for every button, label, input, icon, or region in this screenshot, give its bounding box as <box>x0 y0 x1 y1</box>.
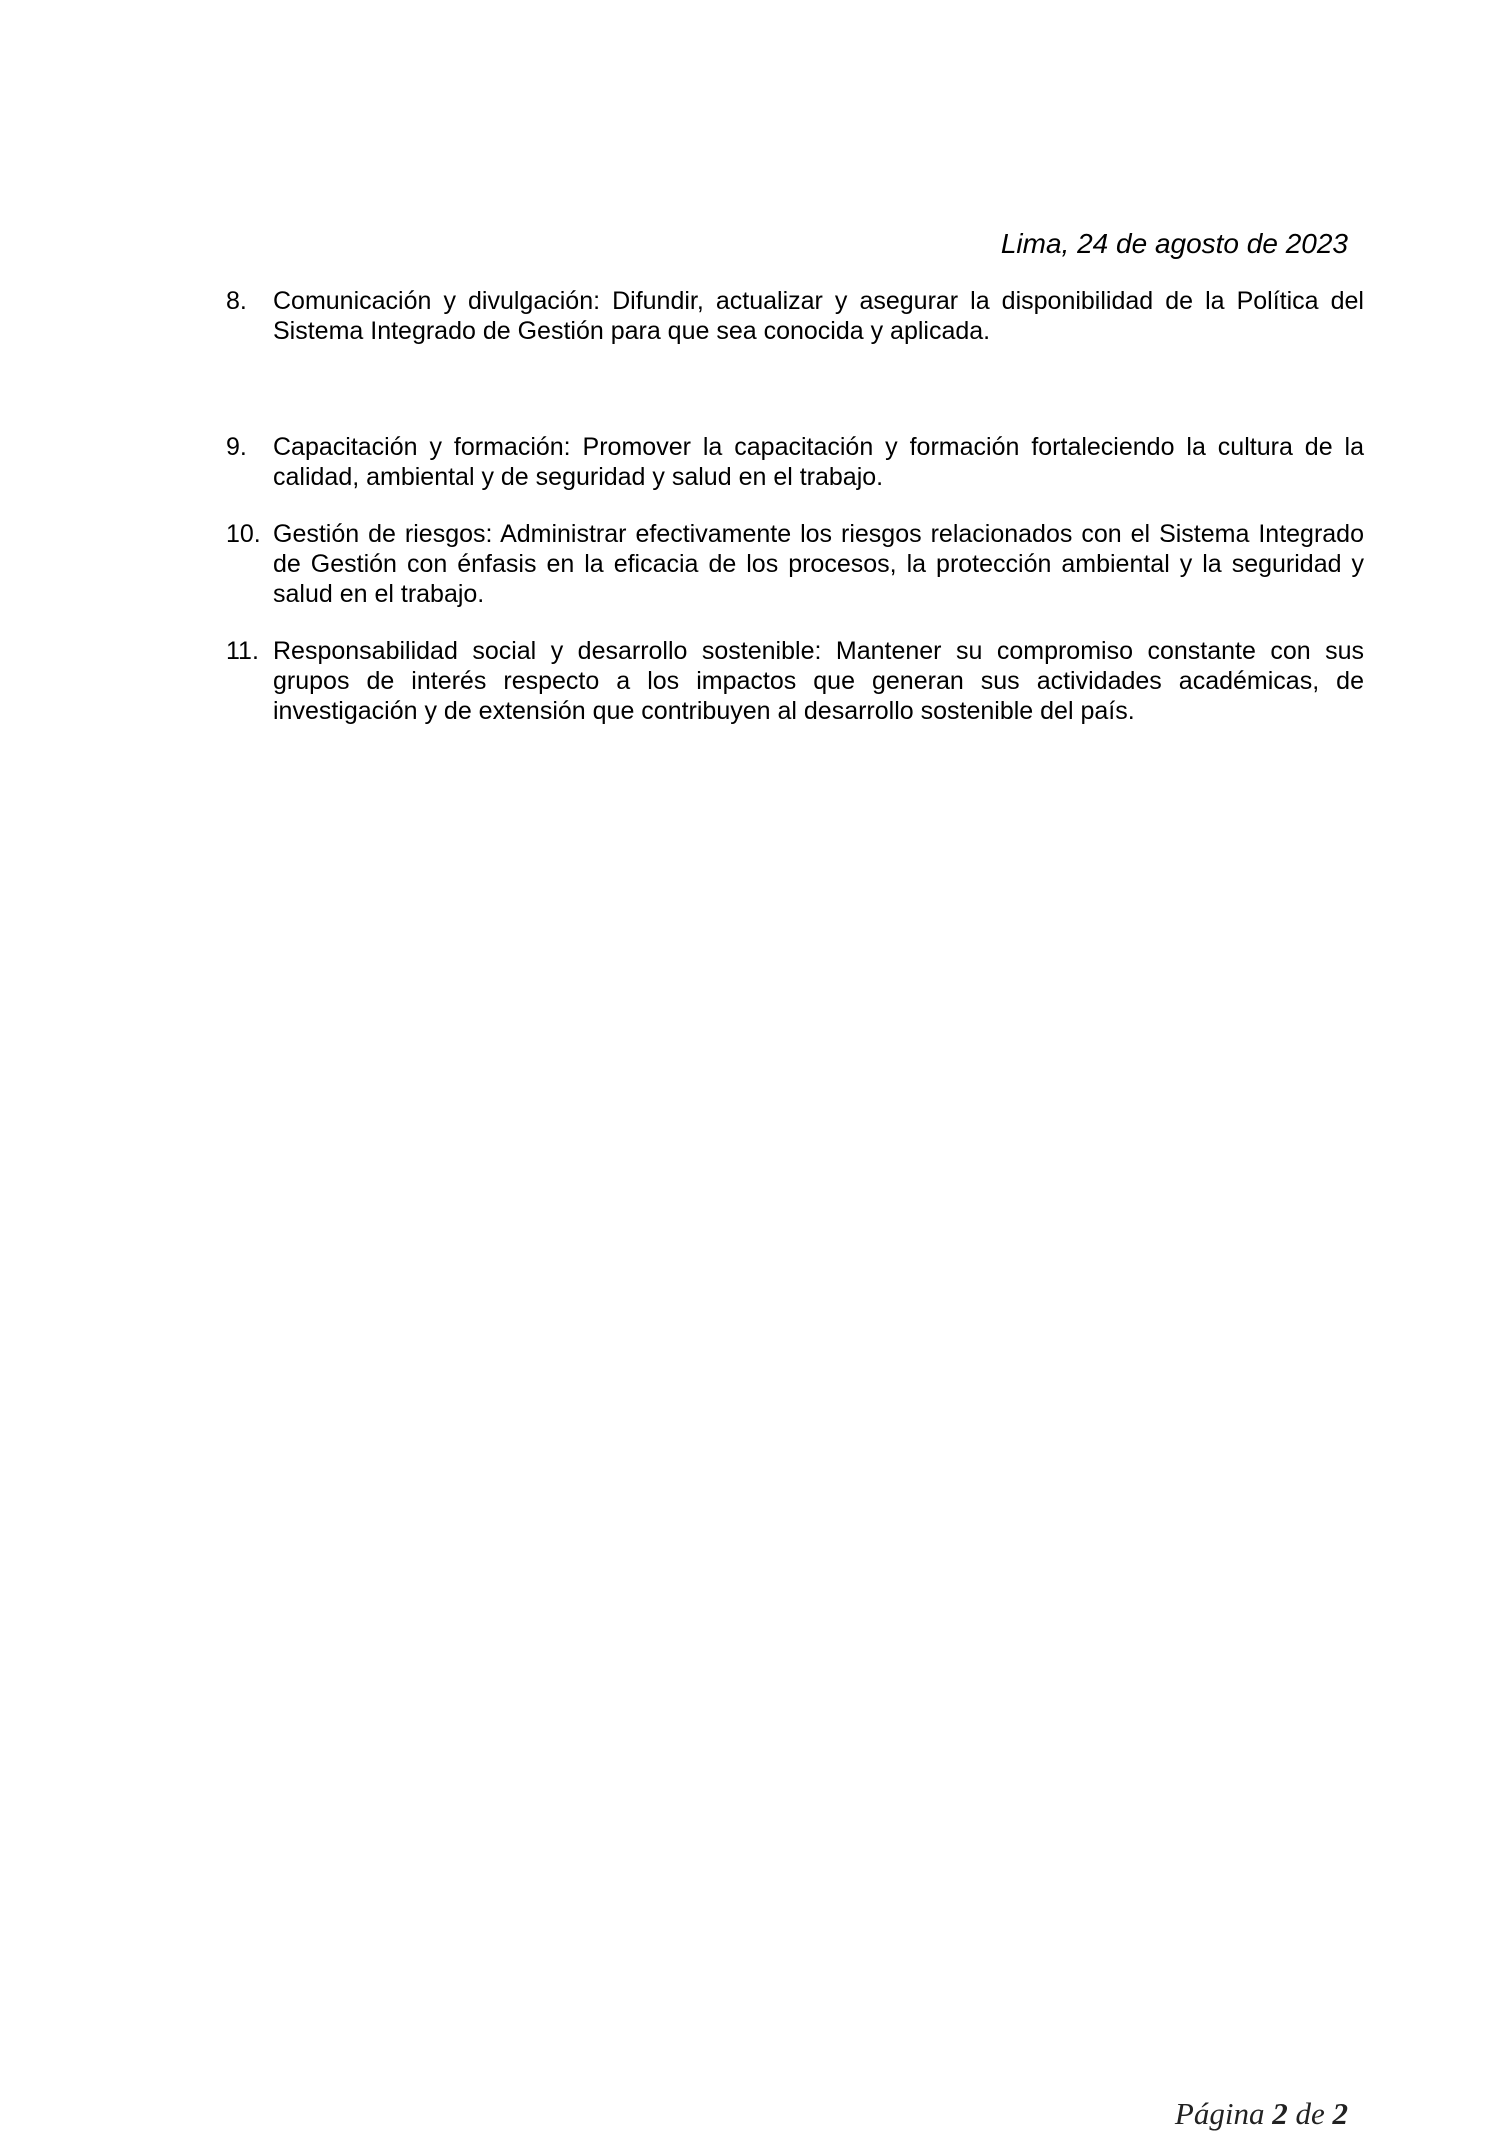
page-label: Página <box>1174 2096 1265 2131</box>
policy-item-8 <box>226 286 1364 346</box>
total-page-number: 2 <box>1332 2096 1348 2131</box>
policy-item-number: 11. <box>226 637 259 665</box>
document-date: Lima, 24 de agosto de 2023 <box>1000 228 1348 259</box>
policy-item-text: Responsabilidad social y desarrollo sostenible: Mantener su compromiso constante con sus grupos de interés respecto a los impactos que generan sus actividades académicas, de investigación y de extensión que contribuyen al desarrollo sostenible del país. <box>273 637 1364 725</box>
policy-item-text: Gestión de riesgos: Administrar efectivamente los riesgos relacionados con el Sistema Integrado de Gestión con énfasis en la eficacia de los procesos, la protección ambiental y la seguridad y salud en el trabajo. <box>273 520 1364 608</box>
current-page-number: 2 <box>1272 2096 1288 2131</box>
policy-item-text: Comunicación y divulgación: Difundir, actualizar y asegurar la disponibilidad de la Política del Sistema Integrado de Gestión para que sea conocida y aplicada. <box>273 287 1364 345</box>
policy-item-number: 10. <box>226 520 261 548</box>
policy-item-number: 8. <box>226 287 247 315</box>
page-footer <box>1175 2096 1348 2132</box>
policy-list <box>226 286 1364 726</box>
policy-item-number: 9. <box>226 433 247 461</box>
page-of-label: de <box>1295 2096 1325 2131</box>
policy-item-text: Capacitación y formación: Promover la capacitación y formación fortaleciendo la cultura de la calidad, ambiental y de seguridad y salud en el trabajo. <box>273 433 1364 491</box>
policy-item-10 <box>226 519 1364 609</box>
policy-item-11 <box>226 636 1364 726</box>
policy-item-9 <box>226 432 1364 492</box>
